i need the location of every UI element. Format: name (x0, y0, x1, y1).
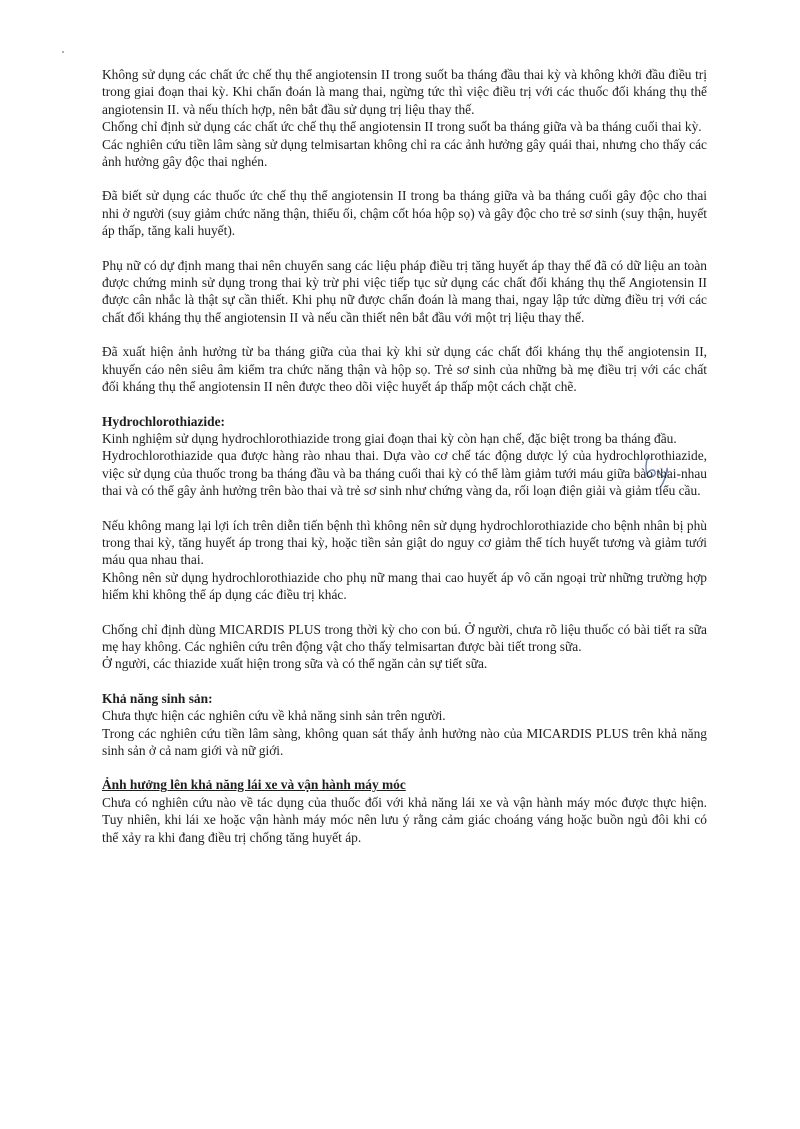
paragraph: Chưa có nghiên cứu nào về tác dụng của thuốc đối với khả năng lái xe và vận hành máy móc được thực hiện. Tuy nhiên, khi lái xe hoặc vận hành máy móc nên lưu ý rằng cảm giác choáng váng hoặc buồn ngủ đôi khi có thể xảy ra khi đang điều trị chống tăng huyết áp. (102, 794, 707, 845)
paragraph: Chống chỉ định sử dụng các chất ức chế thụ thể angiotensin II trong suốt ba tháng giữa và ba tháng cuối thai kỳ. (102, 119, 702, 135)
paragraph: Nếu không mang lại lợi ích trên diễn tiến bệnh thì không nên sử dụng hydrochlorothiazide cho bệnh nhân bị phù trong thai kỳ, tăng huyết áp trong thai kỳ, hoặc tiền sản giật do nguy cơ giảm thể tích huyết tương và giảm tưới máu qua nhau thai. (102, 517, 707, 568)
paragraph: Đã xuất hiện ảnh hưởng từ ba tháng giữa của thai kỳ khi sử dụng các chất đối kháng thụ thể angiotensin II, khuyến cáo nên siêu âm kiểm tra chức năng thận và hộp sọ. Trẻ sơ sinh của những bà mẹ điều trị với các chất đối kháng thụ thể angiotensin II nên được theo dõi việc huyết áp thấp một cách chặt chẽ. (102, 344, 707, 395)
section-heading-fertility: Khả năng sinh sản: (102, 690, 213, 706)
section-heading-driving: Ảnh hưởng lên khả năng lái xe và vận hành máy móc (102, 777, 406, 793)
paragraph: Hydrochlorothiazide qua được hàng rào nhau thai. Dựa vào cơ chế tác động dược lý của hydrochlorothiazide, việc sử dụng của thuốc trong ba tháng đầu và ba tháng cuối thai kỳ có thể làm giảm tưới máu giữa bào thai-nhau thai và có thể gây ảnh hưởng trên bào thai và trẻ sơ sinh như chứng vàng da, rối loạn điện giải và giảm tiểu cầu. (102, 448, 707, 499)
paragraph: Không nên sử dụng hydrochlorothiazide cho phụ nữ mang thai cao huyết áp vô căn ngoại trừ những trường hợp hiếm khi không thể áp dụng các điều trị khác. (102, 569, 707, 603)
paragraph: Phụ nữ có dự định mang thai nên chuyển sang các liệu pháp điều trị tăng huyết áp thay thế đã có dữ liệu an toàn được chứng minh sử dụng trong thai kỳ trừ phi việc tiếp tục sử dụng các chất đối kháng thụ thể Angiotensin II được cân nhắc là thật sự cần thiết. Khi phụ nữ được chẩn đoán là mang thai, ngay lập tức dừng điều trị với các chất đối kháng thụ thể angiotensin II và nếu cần thiết nên bắt đầu với một trị liệu thay thế. (102, 257, 707, 325)
paragraph: Kinh nghiệm sử dụng hydrochlorothiazide trong giai đoạn thai kỳ còn hạn chế, đặc biệt trong ba tháng đầu. (102, 430, 677, 446)
paragraph: Đã biết sử dụng các thuốc ức chế thụ thể angiotensin II trong ba tháng giữa và ba tháng cuối gây độc cho thai nhi ở người (suy giảm chức năng thận, thiểu ối, chậm cốt hóa hộp sọ) và gây độc cho trẻ sơ sinh (suy thận, huyết áp thấp, tăng kali huyết). (102, 188, 707, 239)
section-heading-hydrochlorothiazide: Hydrochlorothiazide: (102, 413, 225, 429)
paragraph: Không sử dụng các chất ức chế thụ thể angiotensin II trong suốt ba tháng đầu thai kỳ và không khởi đầu điều trị trong giai đoạn thai kỳ. Khi chẩn đoán là mang thai, ngừng tức thì việc điều trị với các thuốc đối kháng thụ thể angiotensin II. và nếu thích hợp, nên bắt đầu sử dụng trị liệu thay thế. (102, 67, 707, 117)
paragraph: Chống chỉ định dùng MICARDIS PLUS trong thời kỳ cho con bú. Ở người, chưa rõ liệu thuốc có bài tiết ra sữa mẹ hay không. Các nghiên cứu trên động vật cho thấy telmisartan được bài tiết trong sữa. (102, 621, 707, 654)
paragraph: Trong các nghiên cứu tiền lâm sàng, không quan sát thấy ảnh hưởng nào của MICARDIS PLUS trên khả năng sinh sản ở cả nam giới và nữ giới. (102, 725, 707, 758)
document-page (102, 66, 707, 846)
paragraph: Ở người, các thiazide xuất hiện trong sữa và có thể ngăn cản sự tiết sữa. (102, 656, 488, 672)
scan-speck (62, 51, 64, 53)
paragraph: Chưa thực hiện các nghiên cứu về khả năng sinh sản trên người. (102, 708, 446, 724)
paragraph: Các nghiên cứu tiền lâm sàng sử dụng telmisartan không chỉ ra các ảnh hưởng gây quái thai, nhưng cho thấy các ảnh hưởng gây độc thai nghén. (102, 136, 707, 170)
